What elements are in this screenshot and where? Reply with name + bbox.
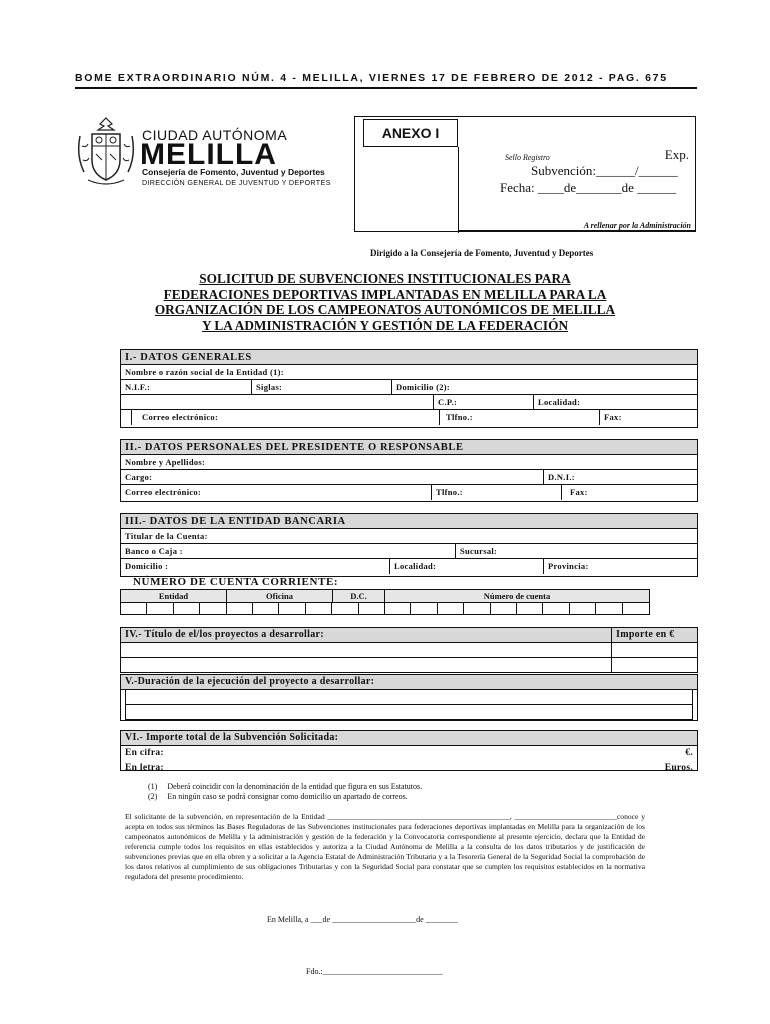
nombre-label: Nombre y Apellidos: [125,457,206,467]
logo-line-2: MELILLA [140,138,277,171]
melilla-logo [72,112,352,192]
banco-label: Banco o Caja : [125,546,183,556]
entity-name-label: Nombre o razón social de la Entidad (1): [125,367,284,377]
form-row[interactable] [121,470,697,485]
account-digit-cell[interactable] [438,602,464,615]
account-digit-cell[interactable] [359,602,385,615]
page-title [100,271,670,333]
correo-label: Correo electrónico: [131,410,439,425]
exp-label: Exp. [664,147,689,162]
account-digit-cell[interactable] [121,602,147,615]
form-row[interactable] [121,455,697,470]
section-title: V.-Duración de la ejecución del proyecto a desarrollar: [125,676,375,687]
coat-of-arms-icon [74,116,138,188]
domicilio-label: Domicilio (2): [391,380,450,394]
logo-line-3: Consejería de Fomento, Juventud y Deportes [142,167,325,177]
section-proyectos [120,627,698,673]
account-digit-cell[interactable] [147,602,173,615]
form-row [121,675,697,690]
form-row[interactable] [121,544,697,559]
account-digit-cell[interactable] [227,602,253,615]
form-row[interactable] [121,395,697,410]
localidad-label: Localidad: [533,395,580,409]
account-digit-cell[interactable] [411,602,437,615]
form-row[interactable] [121,365,697,380]
logo-line-1: CIUDAD AUTÓNOMA [142,127,288,143]
account-digit-cell[interactable] [464,602,490,615]
footnote: (1) Deberá coincidir con la denominación de la entidad que figura en sus Estatutos. [148,782,423,791]
section-title: III.- DATOS DE LA ENTIDAD BANCARIA [121,514,697,529]
admin-note: A rellenar por la Administración [583,221,691,230]
form-row[interactable] [121,485,697,500]
tlfno-label: Tlfno.: [431,485,561,500]
anexo-label: ANEXO I [363,119,458,147]
declaration-paragraph: El solicitante de la subvención, en representación de la Entidad ________________________________________________, ___________________________conoce y acepta en todos sus términos las Bases Reguladoras de las Subvenciones institucionales para federaciones deportivas implantadas en Melilla para la organización de los campeonatos autonómicos de Melilla y la administración y gestión de la federación y la Convocatoria correspondiente al presente ejercicio, declara que la Entidad de referencia cumple todos los requisitos en ellas establecidos y autoriza a la Ciudad Autónoma de Melilla a la consulta de los datos tributarios y de justificación de subvenciones previas que en ella obren y a solicitar a la Agencia Estatal de Administración Tributaria y a la Tesorería General de la Seguridad Social la comprobación de los datos relativos al cumplimiento de sus obligaciones Tributarias y con la Seguridad Social para constatar que se cumplen los requisitos establecidos en la normativa reguladora del presente procedimiento. [125,812,645,881]
sucursal-label: Sucursal: [455,544,497,558]
title-line: Y LA ADMINISTRACIÓN Y GESTIÓN DE LA FEDERACIÓN [201,317,569,333]
form-row[interactable] [121,380,697,395]
project-row[interactable] [121,658,697,673]
cifra-label: En cifra: [125,748,164,758]
tlfno-label: Tlfno.: [439,410,599,425]
cifra-unit: €. [685,748,693,758]
anexo-box [354,116,696,232]
siglas-label: Siglas: [251,380,391,394]
form-row [121,628,697,643]
title-line: FEDERACIONES DEPORTIVAS IMPLANTADAS EN MELILLA PARA LA [163,286,607,302]
account-digit-cell[interactable] [385,602,411,615]
title-line: ORGANIZACIÓN DE LOS CAMPEONATOS AUTONÓMICOS DE MELILLA [154,302,616,317]
account-digit-cell[interactable] [200,602,226,615]
oficina-header: Oficina [227,590,333,602]
bulletin-header: BOME EXTRAORDINARIO NÚM. 4 - MELILLA, VIERNES 17 DE FEBRERO DE 2012 - PAG. 675 [75,72,668,84]
account-digit-cell[interactable] [570,602,596,615]
cuenta-title: NÚMERO DE CUENTA CORRIENTE: [133,576,339,588]
duracion-row[interactable] [125,690,693,705]
account-digit-cell[interactable] [543,602,569,615]
project-row[interactable] [121,643,697,658]
subvencion-field[interactable]: Subvención:______/______ [531,163,678,178]
section-title: I.- DATOS GENERALES [121,350,697,365]
footnotes [148,782,422,802]
titular-label: Titular de la Cuenta: [125,531,208,541]
letra-row[interactable] [121,761,697,776]
account-digit-cell[interactable] [253,602,279,615]
account-digit-cell[interactable] [623,602,649,615]
account-digit-cell[interactable] [174,602,200,615]
fax-label: Fax: [599,410,622,425]
letra-label: En letra: [125,763,164,773]
logo-line-4: DIRECCIÓN GENERAL DE JUVENTUD Y DEPORTES [142,178,331,187]
form-row [121,731,697,746]
account-number-grid[interactable] [120,589,650,615]
localidad-label: Localidad: [389,559,543,574]
account-digit-cell[interactable] [517,602,543,615]
section-title: II.- DATOS PERSONALES DEL PRESIDENTE O RESPONSABLE [121,440,697,455]
signature-line[interactable]: Fdo.:______________________________ [306,967,443,976]
title-line: SOLICITUD DE SUBVENCIONES INSTITUCIONALES PARA [199,271,571,286]
cifra-row[interactable] [121,746,697,761]
form-row[interactable] [121,410,697,425]
duracion-row[interactable] [125,705,693,720]
nif-label: N.I.F.: [125,382,151,392]
form-row[interactable] [121,529,697,544]
account-digit-cell[interactable] [596,602,622,615]
section-duracion [120,674,698,721]
letra-unit: Euros. [664,763,693,773]
account-digit-cell[interactable] [279,602,305,615]
dc-header: D.C. [333,590,385,602]
header-rule [75,87,697,89]
place-date-line[interactable]: En Melilla, a ___de _____________________de ________ [267,915,458,924]
correo-label: Correo electrónico: [125,487,202,497]
sello-registro: Sello Registro [505,153,550,162]
section-title: IV.- Título de el/los proyectos a desarrollar: [125,629,324,640]
account-digit-cell[interactable] [491,602,517,615]
domicilio-label: Domicilio : [125,561,169,571]
account-digit-cell[interactable] [332,602,358,615]
numero-header: Número de cuenta [385,590,649,602]
fax-label: Fax: [561,485,588,500]
cp-label: C.P.: [433,395,533,409]
section-entidad-bancaria [120,513,698,577]
provincia-label: Provincia: [543,559,589,574]
section-title: VI.- Importe total de la Subvención Solicitada: [125,732,339,743]
footnote: (2) En ningún caso se podrá consignar como domicilio un apartado de correos. [148,792,408,801]
dni-label: D.N.I.: [543,470,575,484]
importe-header: Importe en € [611,628,675,642]
fecha-field[interactable]: Fecha: ____de_______de ______ [500,180,677,195]
entidad-header: Entidad [121,590,227,602]
cargo-label: Cargo: [125,472,153,482]
form-row[interactable] [121,559,697,574]
addressee: Dirigido a la Consejería de Fomento, Juventud y Deportes [370,248,594,258]
section-datos-generales [120,349,698,428]
section-datos-presidente [120,439,698,502]
section-importe-total [120,730,698,771]
account-digit-cell[interactable] [306,602,332,615]
